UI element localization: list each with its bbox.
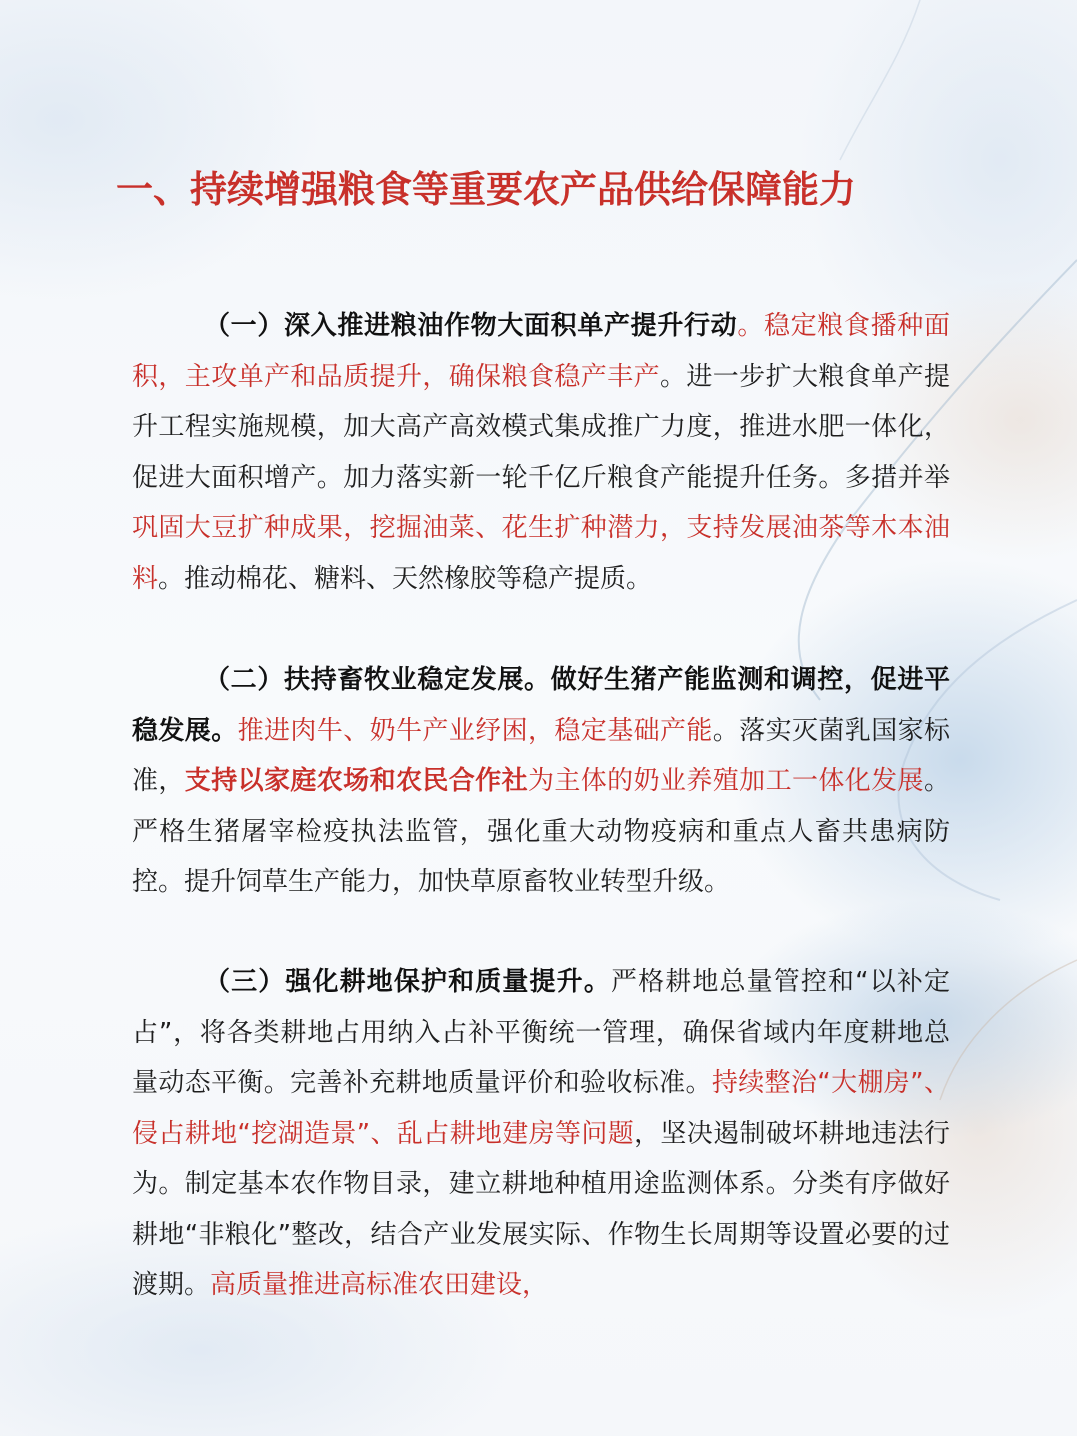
body-text: 。进一步扩大粮食单产提升工程实施规模，加大高产高效模式集成推广力度，推进水肥一体化，促进大面积增产。加力落实新一轮千亿斤粮食产能提升任务。多措并举 (132, 361, 950, 493)
body-text: 。严格生猪屠宰检疫执法监管，强化重大动物疫病和重点人畜共患病防控。提升饲草生产能力，加快草原畜牧业转型升级。 (132, 766, 950, 897)
paragraph-1 (132, 301, 950, 604)
paragraph-2 (132, 655, 950, 908)
paragraph-heading: （二）扶持畜牧业稳定发展。做好生猪产能监测和调控，促进平稳发展。 (132, 665, 950, 746)
highlight-text: 巩固大豆扩种成果，挖掘油菜、花生扩种潜力，支持发展油茶等木本油料 (132, 513, 950, 594)
body-text: 。落实灭菌乳国家标准， (132, 715, 950, 796)
section-title: 一、持续增强粮食等重要农产品供给保障能力 (116, 168, 856, 211)
highlight-text: 推进肉牛、奶牛产业纾困，稳定基础产能 (237, 715, 713, 746)
highlight-text: 高质量推进高标准农田建设， (210, 1270, 549, 1300)
body-text: ，坚决遏制破坏耕地违法行为。制定基本农作物目录，建立耕地种植用途监测体系。分类有序做好耕地“非粮化”整改，结合产业发展实际、作物生长周期等设置必要的过渡期。 (132, 1118, 950, 1300)
body-text: 严格耕地总量管控和“以补定占”，将各类耕地占用纳入占补平衡统一管理，确保省域内年度耕地总量动态平衡。完善补充耕地质量评价和验收标准。 (132, 967, 950, 1098)
highlight-text: 为主体的奶业养殖加工一体化发展 (527, 766, 924, 796)
highlight-text: 持续整治“大棚房”、侵占耕地“挖湖造景”、乱占耕地建房等问题 (132, 1068, 950, 1149)
paragraph-heading: （一）深入推进粮油作物大面积单产提升行动 (204, 311, 738, 341)
paragraph-heading: （三）强化耕地保护和质量提升。 (204, 967, 611, 997)
highlight-text: 。稳定粮食播种面积，主攻单产和品质提升，确保粮食稳产丰产 (132, 311, 950, 392)
paragraph-3 (132, 957, 950, 1311)
body-text: 。推动棉花、糖料、天然橡胶等稳产提质。 (158, 563, 653, 594)
highlight-bold-text: 支持以家庭农场和农民合作社 (184, 766, 528, 796)
